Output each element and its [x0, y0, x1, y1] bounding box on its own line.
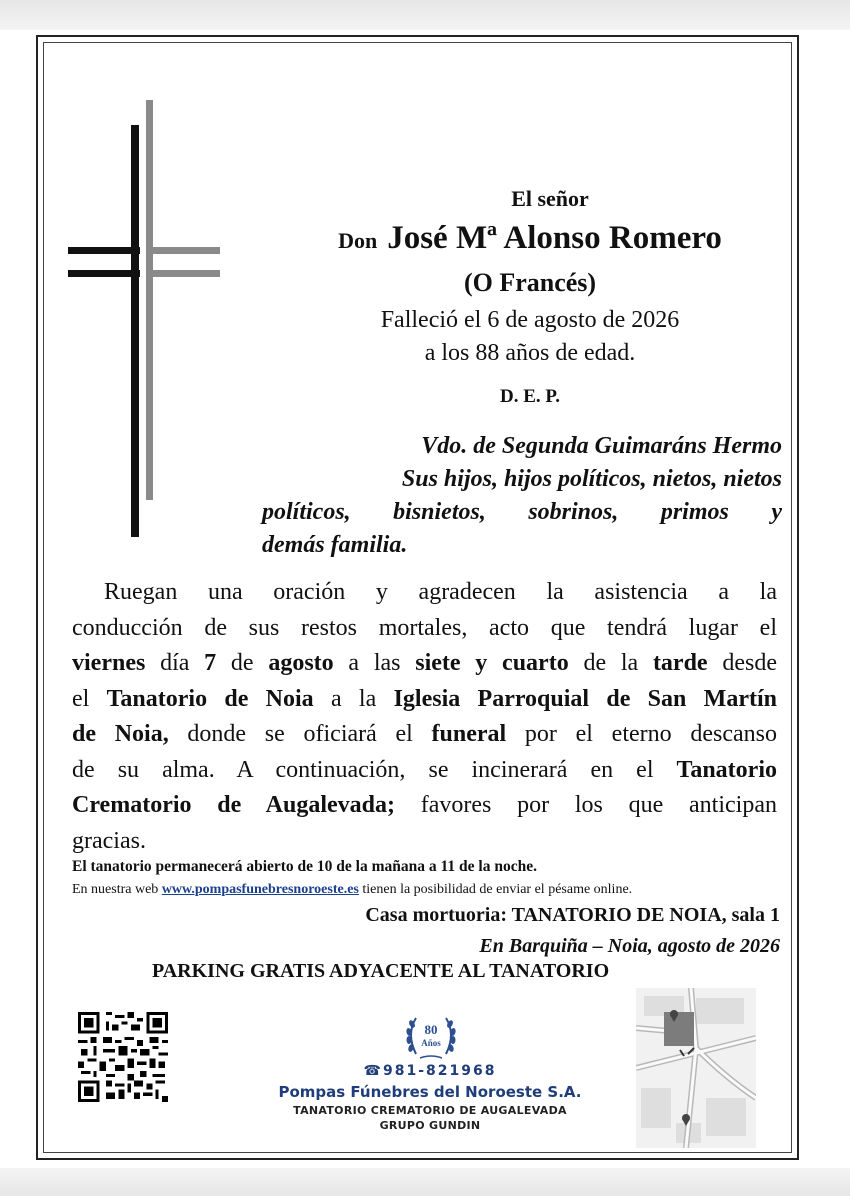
- phone-icon: ☎: [363, 1063, 383, 1079]
- intro-text: El señor: [511, 186, 589, 211]
- web-line: En nuestra web www.pompasfunebresnoroeste.es tienen la posibilidad de enviar el pésame online.: [72, 882, 633, 897]
- mortuary-house: Casa mortuoria: TANATORIO DE NOIA, sala 1: [365, 904, 780, 926]
- company-name: Pompas Fúnebres del Noroeste S.A.: [278, 1083, 582, 1101]
- body-line: de Noia, donde se oficiará el funeral por el eterno descanso: [72, 721, 777, 747]
- dep-text: D. E. P.: [499, 386, 560, 407]
- body-line: conducción de sus restos mortales, acto que tendrá lugar el: [72, 614, 777, 641]
- title-prefix: Don: [338, 228, 378, 253]
- logo-number: 80: [424, 1022, 438, 1037]
- logo-word: Años: [421, 1038, 441, 1048]
- place-date: En Barquiña – Noia, agosto de 2026: [479, 935, 780, 957]
- name-line: [270, 220, 790, 257]
- body-line: el Tanatorio de Noia a la Iglesia Parroquial de San Martín: [72, 685, 777, 712]
- family-line: Sus hijos, hijos políticos, nietos, nietos: [401, 466, 782, 492]
- body-line: viernes día 7 de agosto a las siete y cuarto de la tarde desde: [72, 650, 777, 676]
- location-map[interactable]: [636, 988, 756, 1148]
- anniversary-laurel-icon: [402, 1012, 460, 1064]
- cross-icon: [60, 95, 230, 545]
- body-line: Ruegan una oración y agradecen la asistencia a la: [104, 579, 777, 605]
- deceased-alias: (O Francés): [463, 268, 597, 297]
- company-crematorio: TANATORIO CREMATORIO DE AUGALEVADA: [293, 1104, 567, 1117]
- qr-code-icon[interactable]: [78, 1012, 168, 1102]
- deceased-name: José Mª Alonso Romero: [387, 220, 722, 256]
- family-line: políticos, bisnietos, sobrinos, primos y: [262, 499, 782, 525]
- body-line: gracias.: [72, 827, 146, 854]
- parking-notice: PARKING GRATIS ADYACENTE AL TANATORIO: [152, 960, 610, 982]
- family-line: demás familia.: [262, 532, 408, 558]
- age-line: a los 88 años de edad.: [424, 340, 636, 366]
- ceremony-text: [72, 575, 777, 859]
- phone-line[interactable]: [330, 1063, 530, 1079]
- phone-number: 981-821968: [382, 1063, 497, 1079]
- family-line: Vdo. de Segunda Guimaráns Hermo: [421, 433, 782, 459]
- website-link[interactable]: www.pompasfunebresnoroeste.es: [161, 882, 359, 897]
- opening-hours: El tanatorio permanecerá abierto de 10 de la mañana a 11 de la noche.: [72, 858, 537, 875]
- body-line: Crematorio de Augalevada; favores por los que anticipan: [72, 792, 777, 818]
- family-block: [262, 430, 782, 562]
- bottom-band: [0, 1168, 850, 1196]
- company-group: GRUPO GUNDIN: [379, 1119, 481, 1132]
- top-band: [0, 0, 850, 30]
- death-date: Falleció el 6 de agosto de 2026: [380, 307, 680, 333]
- body-line: de su alma. A continuación, se incinerará en el Tanatorio: [72, 756, 777, 783]
